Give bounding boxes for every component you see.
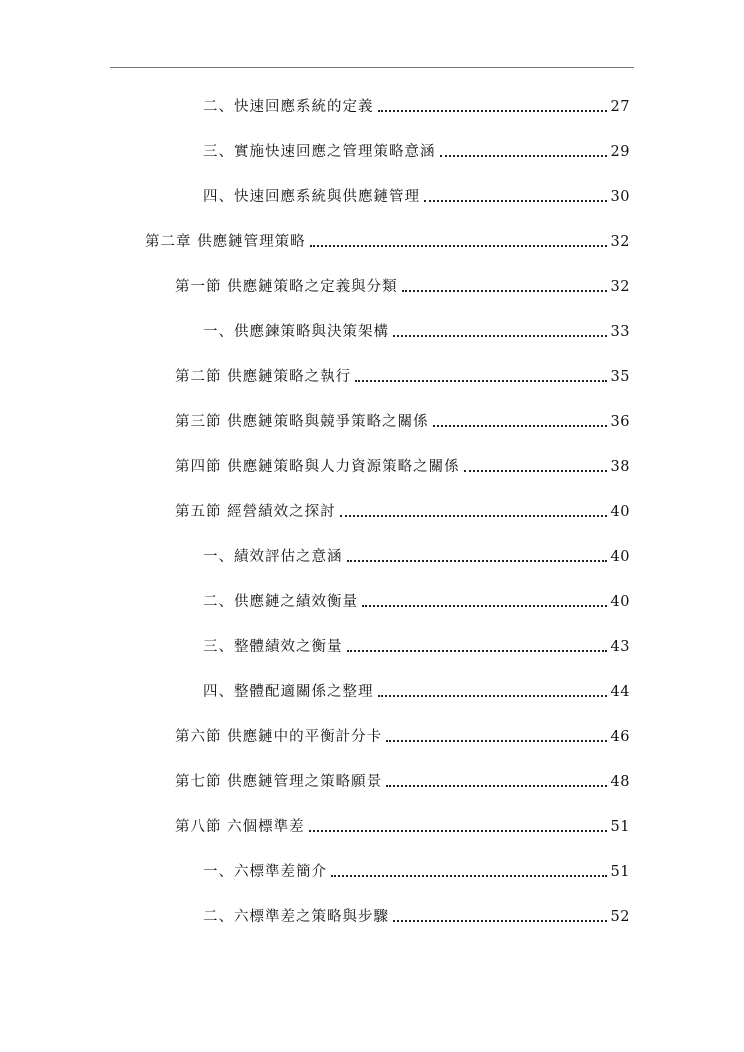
toc-entry[interactable] [203,131,630,161]
toc-entry-page: 40 [610,548,630,565]
dot-leader [393,335,607,337]
toc-entry-page: 27 [610,98,630,115]
toc-entry[interactable] [203,671,630,701]
toc-entry-title: 四、整體配適關係之整理 [203,683,374,700]
toc-entry[interactable] [175,266,630,296]
toc-entry-title: 第六節 供應鏈中的平衡計分卡 [175,728,383,745]
dot-leader [362,605,607,607]
toc-entry[interactable] [203,176,630,206]
dot-leader [424,200,607,202]
dot-leader [378,695,607,697]
toc-entry-title: 一、六標準差簡介 [203,863,327,880]
toc-entry[interactable] [175,716,630,746]
toc-entry[interactable] [203,581,630,611]
toc-entry-title: 第二節 供應鏈策略之執行 [175,368,352,385]
toc-entry[interactable] [175,401,630,431]
dot-leader [386,740,606,742]
toc-entry-title: 第七節 供應鏈管理之策略願景 [175,773,383,790]
toc-entry-title: 一、績效評估之意涵 [203,548,343,565]
toc-entry-page: 43 [610,638,630,655]
toc-entry-title: 一、供應鍊策略與決策架構 [203,323,389,340]
toc-entry-page: 35 [610,368,630,385]
toc-entry-title: 三、整體績效之衡量 [203,638,343,655]
toc-entry-title: 二、供應鏈之績效衡量 [203,593,358,610]
toc-entry[interactable] [203,86,630,116]
toc-entry-page: 36 [610,413,630,430]
dot-leader [310,245,607,247]
toc-entry-title: 第五節 經營績效之探討 [175,503,336,520]
toc-entry-title: 第一節 供應鏈策略之定義與分類 [175,278,398,295]
dot-leader [402,290,607,292]
toc-entry[interactable] [203,536,630,566]
toc-entry-page: 29 [610,143,630,160]
toc-entry-page: 33 [610,323,630,340]
toc-entry[interactable] [145,221,630,251]
toc-entry[interactable] [175,356,630,386]
dot-leader [433,425,607,427]
toc-entry-page: 30 [610,188,630,205]
toc-entry[interactable] [203,896,630,926]
toc-entry[interactable] [203,311,630,341]
toc-entry-title: 二、快速回應系統的定義 [203,98,374,115]
toc-entry-page: 52 [610,908,630,925]
toc-entry-page: 44 [610,683,630,700]
dot-leader [340,515,607,517]
toc-entry[interactable] [175,761,630,791]
toc-entry[interactable] [175,491,630,521]
dot-leader [393,920,607,922]
toc-entry-page: 51 [610,863,630,880]
toc-entry-title: 第八節 六個標準差 [175,818,305,835]
dot-leader [464,470,607,472]
toc-entry-title: 第二章 供應鏈管理策略 [145,233,306,250]
dot-leader [386,785,606,787]
toc-entry-title: 第三節 供應鏈策略與競爭策略之關係 [175,413,429,430]
toc-entry-title: 第四節 供應鏈策略與人力資源策略之關係 [175,458,460,475]
toc-entry-title: 三、實施快速回應之管理策略意涵 [203,143,436,160]
toc-entry-page: 38 [610,458,630,475]
toc-entry-page: 40 [610,593,630,610]
dot-leader [355,380,606,382]
toc-entry-page: 51 [610,818,630,835]
dot-leader [347,560,607,562]
toc-entry[interactable] [203,626,630,656]
toc-entry-page: 48 [610,773,630,790]
dot-leader [347,650,607,652]
header-rule [110,67,634,68]
dot-leader [331,875,607,877]
toc-entry-page: 46 [610,728,630,745]
toc-entry[interactable] [175,806,630,836]
dot-leader [309,830,607,832]
toc-entry[interactable] [203,851,630,881]
toc-entry[interactable] [175,446,630,476]
dot-leader [378,110,607,112]
toc-entry-page: 32 [610,233,630,250]
toc-entry-page: 32 [610,278,630,295]
toc-entry-title: 二、六標準差之策略與步驟 [203,908,389,925]
toc-entry-page: 40 [610,503,630,520]
toc-entry-title: 四、快速回應系統與供應鏈管理 [203,188,420,205]
dot-leader [440,155,607,157]
